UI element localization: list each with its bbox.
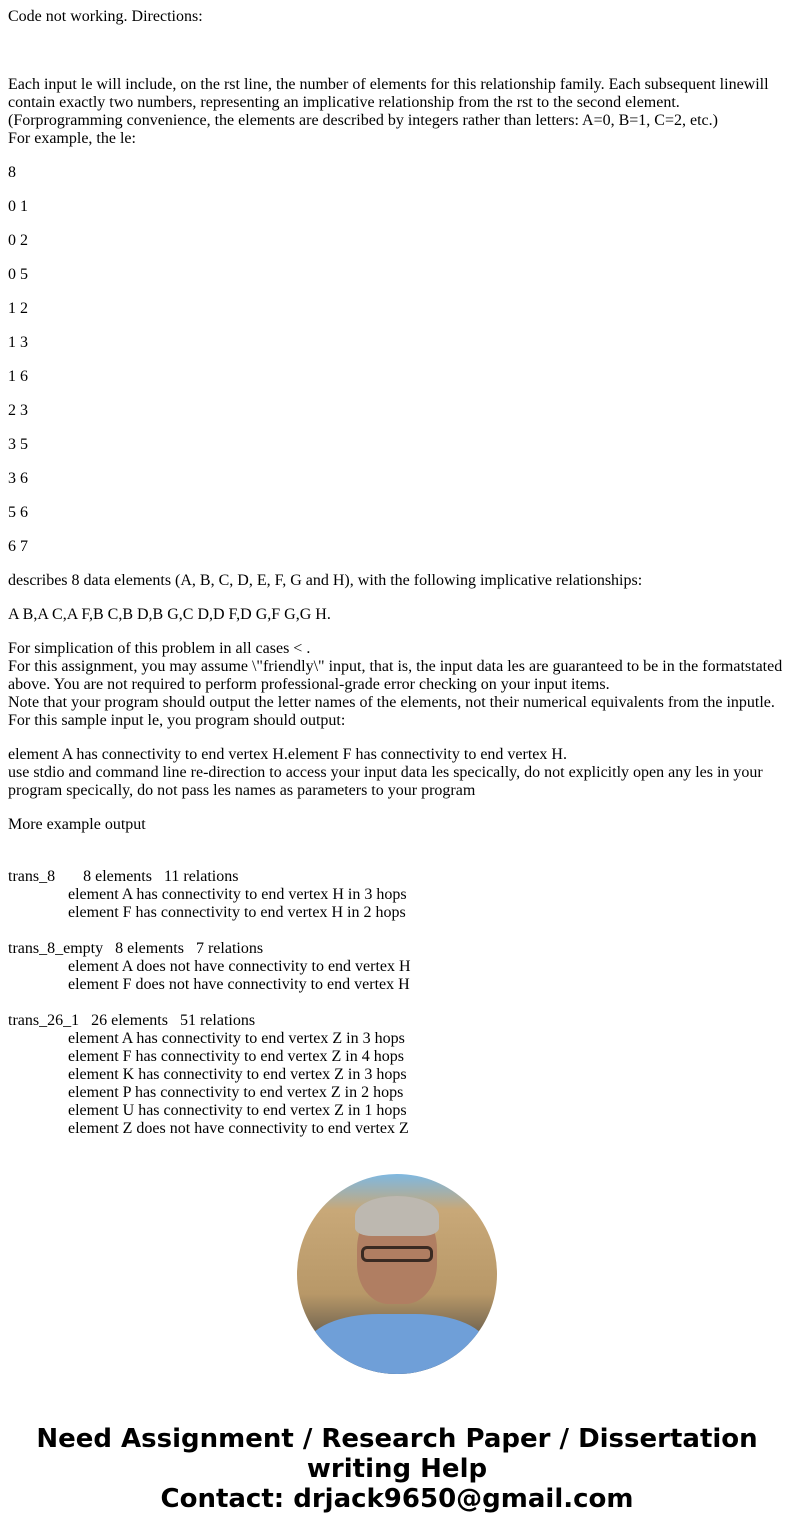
example-result: element F has connectivity to end vertex Z in 4 hops [68, 1048, 404, 1065]
intro-line: (Forprogramming convenience, the elements are described by integers rather than letters: A=0, B=1, C=2, etc.) [8, 112, 718, 129]
example-line: 8 [8, 164, 16, 181]
example-result: element U has connectivity to end vertex Z in 1 hops [68, 1102, 407, 1119]
example-header: trans_26_1 26 elements 51 relations [8, 1012, 256, 1029]
footer-ad [8, 1424, 786, 1514]
footer-contact: Contact: drjack9650@gmail.com [160, 1484, 634, 1514]
describes: describes 8 data elements (A, B, C, D, E, F, G and H), with the following implicative relationships: [8, 572, 643, 589]
example-input [8, 164, 786, 556]
example-line: 0 2 [8, 232, 28, 249]
note: Note that your program should output the letter names of the elements, not their numerical equivalents from the inputle. [8, 694, 775, 711]
example-line: 0 1 [8, 198, 28, 215]
example-result: element F does not have connectivity to end vertex H [68, 976, 410, 993]
output-line: use stdio and command line re-direction to access your input data les specically, do not explicitly open any les in your program specically, do not pass les names as parameters to your program [8, 764, 763, 799]
example-line: 1 3 [8, 334, 28, 351]
example-result: element P has connectivity to end vertex Z in 2 hops [68, 1084, 404, 1101]
example-result: element Z does not have connectivity to end vertex Z [68, 1120, 409, 1137]
example-header: trans_8_empty 8 elements 7 relations [8, 940, 264, 957]
title: Code not working. Directions: [8, 8, 203, 25]
more-heading: More example output [8, 816, 146, 833]
example-line: 1 6 [8, 368, 28, 385]
intro [8, 76, 786, 148]
example-header: trans_8 8 elements 11 relations [8, 868, 239, 885]
example-output [8, 868, 786, 1138]
author-photo [297, 1174, 497, 1374]
example-line: 6 7 [8, 538, 28, 555]
example-result: element K has connectivity to end vertex Z in 3 hops [68, 1066, 407, 1083]
notes [8, 640, 786, 730]
note: For this sample input le, you program should output: [8, 712, 346, 729]
output-para [8, 746, 786, 800]
example-line: 0 5 [8, 266, 28, 283]
relations: A B,A C,A F,B C,B D,B G,C D,D F,D G,F G,G H. [8, 606, 331, 623]
example-line: 3 5 [8, 436, 28, 453]
example-result: element F has connectivity to end vertex H in 2 hops [68, 904, 406, 921]
example-result: element A has connectivity to end vertex Z in 3 hops [68, 1030, 405, 1047]
intro-line: Each input le will include, on the rst line, the number of elements for this relationship family. Each subsequent linewill contain exactly two numbers, representing an implicative relationship from the rst to the second element. [8, 76, 769, 111]
example-result: element A has connectivity to end vertex H in 3 hops [68, 886, 407, 903]
example-result: element A does not have connectivity to end vertex H [68, 958, 411, 975]
example-line: 3 6 [8, 470, 28, 487]
example-line: 1 2 [8, 300, 28, 317]
footer-line: Need Assignment / Research Paper / Dissertation writing Help [36, 1424, 758, 1484]
example-line: 5 6 [8, 504, 28, 521]
intro-line: For example, the le: [8, 130, 136, 147]
example-line: 2 3 [8, 402, 28, 419]
output-line: element A has connectivity to end vertex H.element F has connectivity to end vertex H. [8, 746, 567, 763]
note: For simplication of this problem in all cases < . [8, 640, 311, 657]
note: For this assignment, you may assume \"friendly\" input, that is, the input data les are guaranteed to be in the formatstated above. You are not required to perform professional-grade error checking on your input items. [8, 658, 783, 693]
